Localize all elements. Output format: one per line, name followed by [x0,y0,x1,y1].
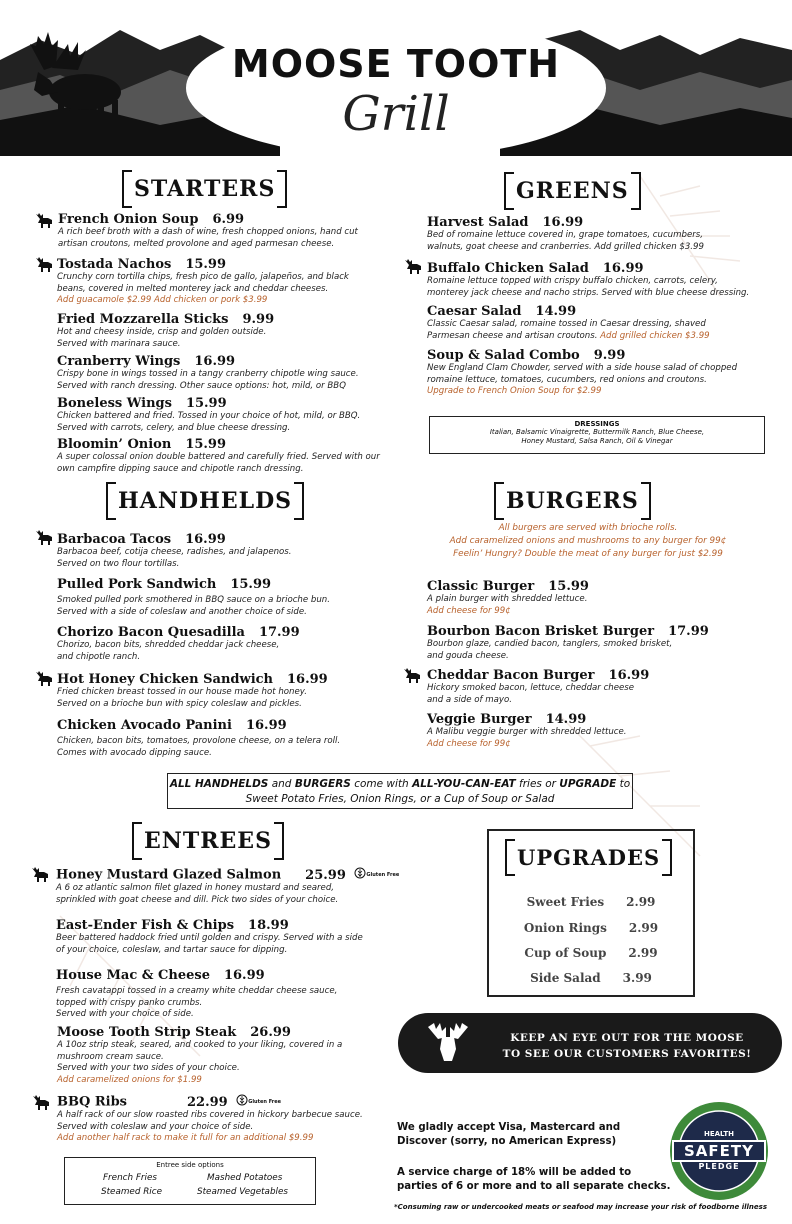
item-name: Hot Honey Chicken Sandwich [57,672,273,687]
item-price: 9.99 [593,348,626,363]
moose-favorite-icon [30,866,50,882]
item-desc: beans, covered in melted monterey jack and cheddar cheeses. [57,283,329,294]
menu-item [56,867,400,906]
item-price: 17.99 [668,624,709,639]
menu-item [427,668,649,706]
item-desc: Bourbon glaze, candied bacon, tanglers, smoked brisket, [427,639,673,649]
menu-item [57,312,274,350]
upgrade-price: 2.99 [628,921,659,935]
menu-item [57,437,380,475]
item-price: 15.99 [185,396,227,411]
upgrade-price: 2.99 [626,895,656,909]
item-desc: Hickory smoked bacon, lettuce, cheddar cheese [427,683,635,693]
item-name: Cheddar Bacon Burger [427,668,595,683]
item-name: House Mac & Cheese [56,968,210,983]
item-name: Bloomin’ Onion [57,437,172,452]
gluten-free-label: Gluten Free [248,1098,282,1105]
item-desc: A rich beef broth with a dash of wine, fresh chopped onions, hand cut [58,227,358,237]
moose-favorite-icon [34,256,54,272]
item-desc: Served with your two sides of your choice. [57,1063,240,1073]
menu-item [57,672,328,710]
section-greens: GREENS [506,176,639,206]
menu-item [57,1025,342,1086]
moose-favorite-icon [34,529,54,545]
item-price: 14.99 [535,304,577,319]
menu-item [427,624,709,662]
item-name: Chorizo Bacon Quesadilla [57,625,245,640]
item-name: Barbacoa Tacos [57,532,172,547]
item-desc: and gouda cheese. [427,650,509,661]
item-addon: Add caramelized onions for $1.99 [57,1074,202,1085]
item-addon: Upgrade to French Onion Soup for $2.99 [427,386,602,396]
item-desc: A Malibu veggie burger with shredded lettuce. [427,727,627,737]
item-desc: Romaine lettuce topped with crispy buffalo chicken, carrots, celery, [427,276,718,286]
dressings-line: Italian, Balsamic Vinaigrette, Buttermilk Ranch, Blue Cheese, [489,428,705,436]
upgrade-row [489,895,693,909]
item-price: 15.99 [230,577,272,592]
item-desc: Comes with avocado dipping sauce. [57,747,212,758]
item-desc: Bed of romaine lettuce covered in, grape tomatoes, cucumbers, [427,230,703,240]
header-banner [0,0,792,156]
payment-line: Discover (sorry, no American Express) [397,1136,617,1147]
upgrade-row [489,921,693,935]
side-option: French Fries [103,1173,157,1183]
burger-note: Add caramelized onions and mushrooms to any burger for 99¢ [449,536,727,546]
gluten-free-icon [236,1094,248,1110]
item-desc: Classic Caesar salad, romaine tossed in Caesar dressing, shaved [427,319,706,329]
dressings-line: Honey Mustard, Salsa Ranch, Oil & Vinegar [521,437,673,445]
item-price: 14.99 [545,712,587,727]
item-desc: sprinkled with goat cheese and dill. Pick two sides of your choice. [56,894,339,905]
item-desc: New England Clam Chowder, served with a side house salad of chopped [427,363,738,373]
item-desc: Fried chicken breast tossed in our house made hot honey. [57,687,307,697]
item-name: Bourbon Bacon Brisket Burger [427,624,655,639]
section-handhelds: HANDHELDS [108,486,302,516]
item-name: Cranberry Wings [57,354,181,369]
section-starters: STARTERS [124,174,285,204]
moose-favorites-banner [398,1013,782,1073]
menu-item [57,625,300,663]
item-price: 9.99 [242,312,275,327]
menu-item [427,348,737,398]
upgrade-name: Cup of Soup [524,946,607,960]
item-price: 16.99 [223,968,265,983]
side-option: Steamed Rice [101,1187,163,1197]
item-price: 16.99 [287,672,328,687]
safety-pledge-badge [668,1100,770,1202]
gluten-free-label: Gluten Free [366,871,400,878]
item-name: French Onion Soup [58,212,199,227]
upgrade-name: Side Salad [530,971,601,985]
upgrade-name: Onion Rings [523,921,607,935]
item-price: 26.99 [250,1025,291,1040]
item-desc: and a side of mayo. [427,694,512,705]
sides-banner-line1: ALL HANDHELDS and BURGERS come with ALL-YOU-CAN-EAT fries or UPGRADE to [169,778,631,790]
sides-banner [167,773,633,809]
item-addon: Add another half rack to make it full for an additional $9.99 [57,1133,314,1143]
item-name: Veggie Burger [427,712,532,727]
item-price: 22.99 [186,1094,228,1110]
menu-item [56,968,337,1021]
item-desc: Served with your choice of side. [56,1009,194,1019]
menu-item [57,1094,363,1145]
item-desc: topped with crispy panko crumbs. [56,997,203,1008]
item-desc: Served with ranch dressing. Other sauce options: hot, mild, or BBQ [57,380,346,391]
item-desc: A half rack of our slow roasted ribs covered in hickory barbecue sauce. [57,1110,363,1120]
entree-sides-box [64,1157,316,1205]
item-price: 15.99 [185,437,227,452]
item-name: Harvest Salad [427,215,529,230]
item-desc: romaine lettuce, tomatoes, cucumbers, red onions and croutons. [427,374,707,385]
item-desc: Barbacoa beef, cotija cheese, radishes, and jalapenos. [57,547,292,557]
upgrade-row [489,971,693,985]
dressings-title: DRESSINGS [574,420,620,428]
restaurant-subtitle: Grill [342,86,450,142]
item-name: Caesar Salad [427,304,522,319]
item-price: 15.99 [185,257,227,272]
upgrade-price: 2.99 [628,946,658,960]
item-desc: own campfire dipping sauce and chipotle ranch dressing. [57,463,304,474]
item-desc: A super colossal onion double battered and carefully fried. Served with our [57,452,380,462]
item-name: Fried Mozzarella Sticks [57,312,229,327]
upgrade-price: 3.99 [622,971,652,985]
item-desc: A plain burger with shredded lettuce. [427,594,588,604]
item-desc: monterey jack cheese and nacho strips. Served with blue cheese dressing. [427,287,750,298]
menu-item [57,396,360,434]
service-line: A service charge of 18% will be added to [397,1167,632,1178]
menu-item [57,718,340,759]
item-desc: Fresh cavatappi tossed in a creamy white cheddar cheese sauce, [56,986,338,996]
item-name: Classic Burger [427,579,535,594]
item-desc: Hot and cheesy inside, crisp and golden outside. [57,327,267,337]
badge-health: HEALTH [704,1130,734,1138]
item-desc: Smoked pulled pork smothered in BBQ sauce on a brioche bun. [57,595,330,605]
item-desc: Beer battered haddock fried until golden and crispy. Served with a side [56,933,363,943]
item-name: East-Ender Fish & Chips [56,918,235,933]
item-price: 6.99 [212,212,245,227]
item-price: 16.99 [194,354,236,369]
payment-line: We gladly accept Visa, Mastercard and [397,1122,621,1133]
moose-favorite-icon [403,258,423,274]
item-desc: Chicken battered and fried. Tossed in your choice of hot, mild, or BBQ. [57,411,361,421]
menu-item [427,215,704,253]
item-desc: Served with marinara sauce. [57,338,181,349]
dressings-box [429,416,765,454]
item-price: 18.99 [248,918,289,933]
item-desc: Chicken, bacon bits, tomatoes, provolone cheese, on a telera roll. [57,736,341,746]
item-price: 16.99 [245,718,287,733]
menu-item [57,532,292,570]
item-desc: Crispy bone in wings tossed in a tangy cranberry chipotle wing sauce. [57,369,359,379]
moose-head-icon [424,1021,472,1065]
upgrade-name: Sweet Fries [526,895,605,909]
item-desc: Chorizo, bacon bits, shredded cheddar jack cheese, [57,640,280,650]
burger-note: Feelin’ Hungry? Double the meat of any burger for just $2.99 [453,549,723,559]
upgrade-row [489,946,693,960]
side-option: Mashed Potatoes [207,1173,283,1183]
menu-item [427,304,710,342]
item-price: 16.99 [608,668,650,683]
payment-info [397,1121,620,1149]
menu-item [56,918,363,956]
moose-banner-text [482,1030,772,1062]
item-desc: A 6 oz atlantic salmon filet glazed in honey mustard and seared, [56,883,335,893]
item-desc: Parmesan cheese and artisan croutons. Add grilled chicken $3.99 [427,330,710,341]
item-price: 25.99 [305,867,346,883]
moose-favorite-icon [34,212,54,228]
item-price: 17.99 [258,625,300,640]
section-entrees: ENTREES [134,826,282,856]
item-desc: mushroom cream sauce. [57,1051,164,1062]
item-desc: of your choice, coleslaw, and tartar sauce for dipping. [56,944,288,955]
item-desc: Served with coleslaw and your choice of side. [57,1121,254,1132]
item-desc: walnuts, goat cheese and cranberries. Add grilled chicken $3.99 [427,241,704,252]
item-desc: and chipotle ranch. [57,651,141,662]
item-addon: Add guacamole $2.99 Add chicken or pork $3.99 [57,295,268,305]
item-name: Chicken Avocado Panini [57,718,232,733]
badge-safety: SAFETY [684,1142,754,1160]
moose-favorite-icon [34,670,54,686]
item-name: Soup & Salad Combo [427,348,580,363]
item-desc: Served on a brioche bun with spicy coleslaw and pickles. [57,698,302,709]
moose-favorite-icon [402,667,422,683]
item-desc: Served on two flour tortillas. [57,558,180,569]
moose-banner-line1: KEEP AN EYE OUT FOR THE MOOSE [510,1032,744,1044]
section-burgers: BURGERS [496,486,649,516]
item-desc: Served with a side of coleslaw and another choice of side. [57,606,307,617]
item-name: Boneless Wings [57,396,172,411]
food-warning: *Consuming raw or undercooked meats or seafood may increase your risk of foodborne illness [394,1203,767,1211]
entree-sides-title: Entree side options [156,1161,224,1169]
restaurant-name: MOOSE TOOTH [231,42,561,86]
item-addon: Add grilled chicken $3.99 [600,330,710,341]
menu-item [58,212,358,250]
item-name: Tostada Nachos [57,257,172,272]
menu-item [427,712,627,750]
item-name: Buffalo Chicken Salad [427,261,589,276]
item-desc: A 10oz strip steak, seared, and cooked to your liking, covered in a [57,1040,343,1050]
service-charge [397,1166,670,1194]
menu-item [427,579,589,617]
item-name: Honey Mustard Glazed Salmon [56,867,282,883]
item-desc: Crunchy corn tortilla chips, fresh pico de gallo, jalapeños, and black [57,272,349,282]
item-name: Moose Tooth Strip Steak [57,1025,237,1040]
item-addon: Add cheese for 99¢ [427,738,511,749]
item-desc: Served with carrots, celery, and blue cheese dressing. [57,422,291,433]
menu-item [57,577,330,618]
side-option: Steamed Vegetables [197,1187,288,1197]
item-name: BBQ Ribs [57,1094,127,1110]
burgers-notes [400,522,776,561]
item-desc: artisan croutons, melted provolone and aged parmesan cheese. [58,238,335,249]
item-price: 16.99 [602,261,644,276]
moose-banner-line2: TO SEE OUR CUSTOMERS FAVORITES! [502,1048,752,1060]
menu-item [57,354,359,392]
upgrades-box [487,829,695,997]
item-addon: Add cheese for 99¢ [427,605,511,616]
menu-item [57,257,349,307]
item-price: 15.99 [548,579,589,594]
menu-item [427,261,749,299]
section-upgrades: UPGRADES [507,843,670,872]
item-name: Pulled Pork Sandwich [57,577,217,592]
sides-banner-line2: Sweet Potato Fries, Onion Rings, or a Cup of Soup or Salad [245,793,555,805]
service-line: parties of 6 or more and to all separate checks. [397,1181,671,1192]
burger-note: All burgers are served with brioche rolls. [498,523,678,533]
gluten-free-icon [354,867,366,883]
badge-pledge: PLEDGE [698,1162,740,1171]
item-price: 16.99 [185,532,226,547]
item-price: 16.99 [542,215,584,230]
moose-favorite-icon [31,1094,51,1110]
